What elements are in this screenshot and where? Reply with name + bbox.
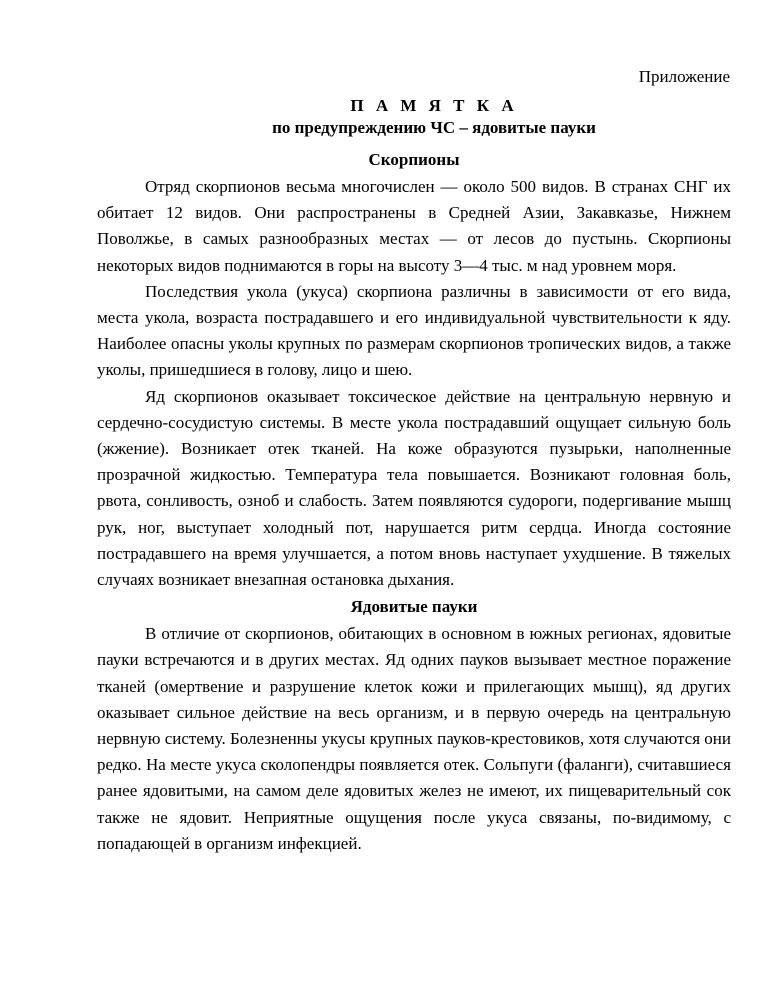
section-scorpions [97,146,731,593]
appendix-label: Приложение [638,67,730,86]
paragraph: Яд скорпионов оказывает токсическое действие на центральную нервную и сердечно-сосудистую системы. В месте укола пострадавший ощущает сильную боль (жжение). Возникает отек тканей. На коже образуются пузырьки, наполненные прозрачной жидкостью. Температура тела повышается. Возникают головная боль, рвота, сонливость, озноб и слабость. Затем появляются судороги, подергивание мышц рук, ног, выступает холодный пот, нарушается ритм сердца. Иногда состояние пострадавшего на время улучшается, а потом вновь наступает ухудшение. В тяжелых случаях возникает внезапная остановка дыхания. [97,386,731,590]
document-subtitle: по предупреждению ЧС – ядовитые пауки [272,118,596,137]
section-heading: Скорпионы [368,150,460,169]
document-title: П А М Я Т К А [350,96,518,115]
paragraph: Последствия укола (укуса) скорпиона различны в зависимости от его вида, места укола, возраста пострадавшего и его индивидуальной чувствительности к яду. Наиболее опасны уколы крупных по размерам скорпионов тропических видов, а также уколы, пришедшиеся в голову, лицо и шею. [97,281,731,380]
section-venomous-spiders [97,593,731,857]
paragraph: Отряд скорпионов весьма многочислен — около 500 видов. В странах СНГ их обитает 12 видов. Они распространены в Средней Азии, Закавказье, Нижнем Поволжье, в самых разнообразных местах — от лесов до пустынь. Скорпионы некоторых видов поднимаются в горы на высоту 3—4 тыс. м над уровнем моря. [97,177,731,275]
paragraph: В отличие от скорпионов, обитающих в основном в южных регионах, ядовитые пауки встречаются и в других местах. Яд одних пауков вызывает местное поражение тканей (омертвение и разрушение клеток кожи и прилегающих мышц), яд других оказывает сильное действие на весь организм, и в первую очередь на центральную нервную систему. Болезненны укусы крупных пауков-крестовиков, хотя случаются они редко. На месте укуса сколопендры появляется отек. Сольпуги (фаланги), считавшиеся ранее ядовитыми, на самом деле ядовитых желез не имеют, их пищеварительный сок также не ядовит. Неприятные ощущения после укуса связаны, по-видимому, с попадающей в организм инфекцией. [97,624,731,853]
section-heading: Ядовитые пауки [350,597,478,617]
document-body [97,146,731,857]
